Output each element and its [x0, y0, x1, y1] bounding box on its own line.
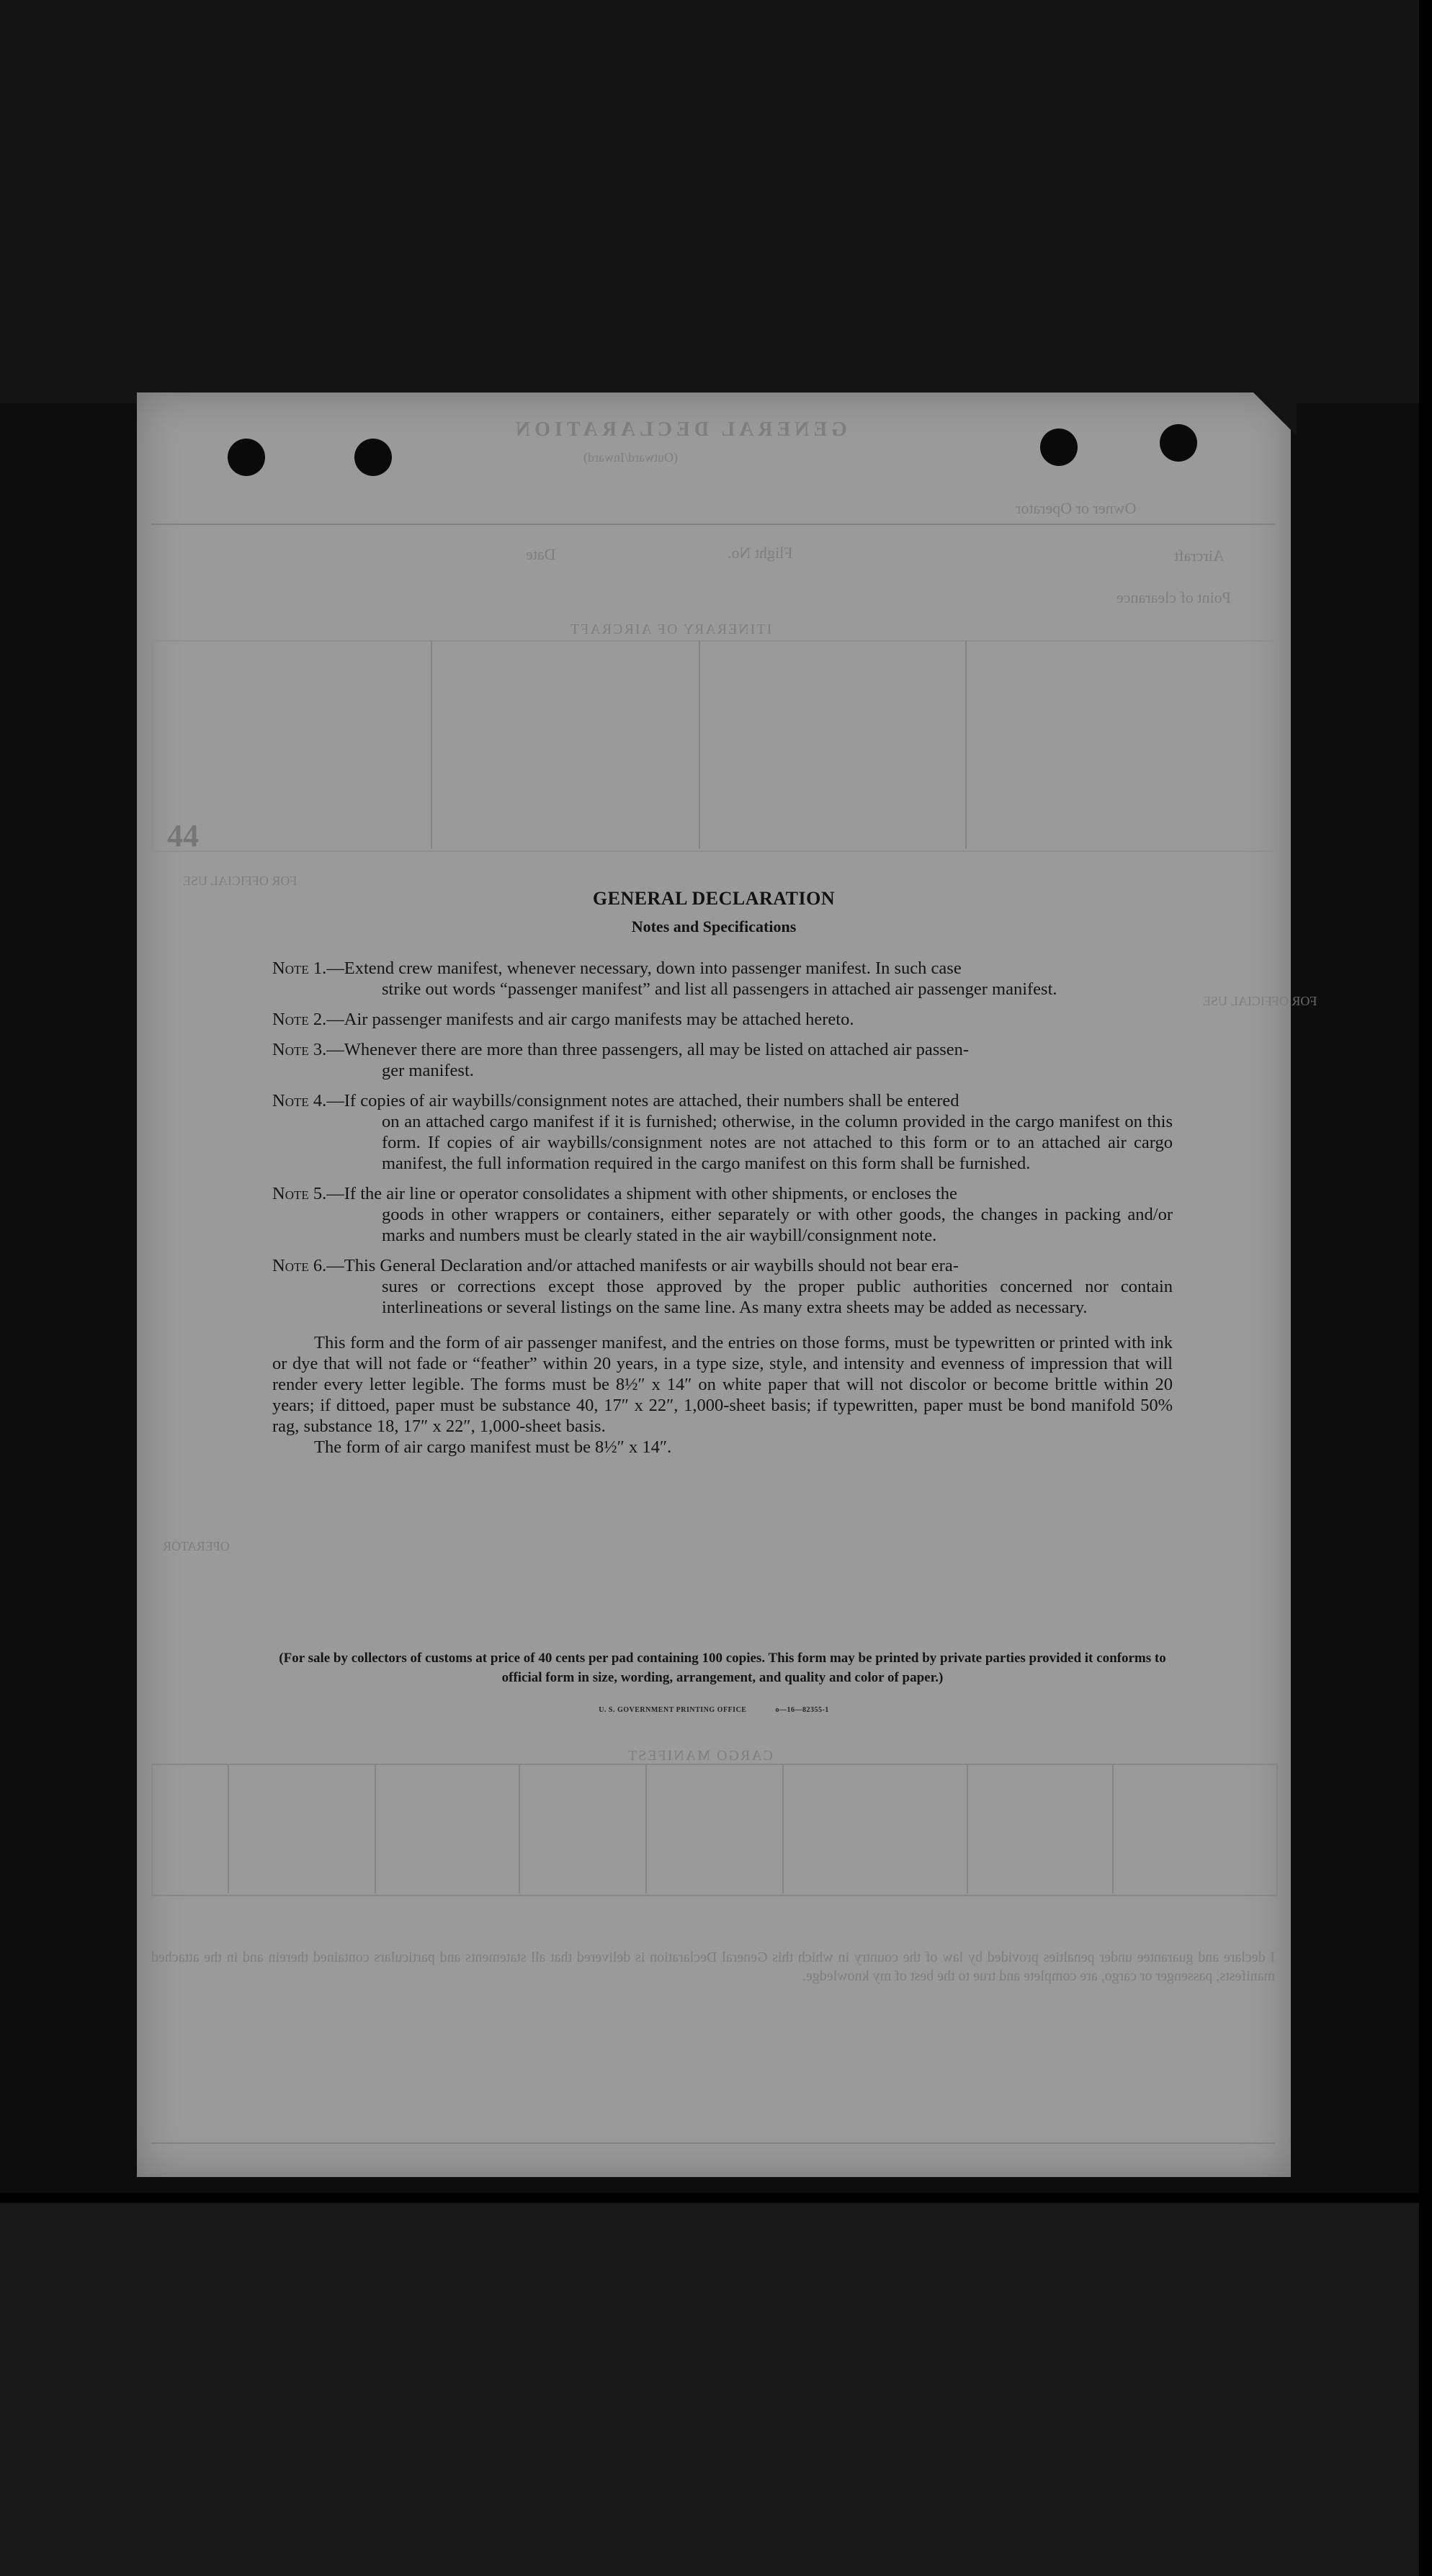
show-through-itinerary: ITINERARY OF AIRCRAFT	[569, 621, 772, 637]
punch-hole	[228, 439, 265, 476]
show-through-subtitle: (Outward/Inward)	[583, 450, 678, 465]
show-through-aircraft: Aircraft	[1174, 547, 1225, 565]
note-4: Note 4.—If copies of air waybills/consignment notes are attached, their numbers shall be entered on an attached cargo manifest if it is furnished; otherwise, in the column provided in the cargo manifest on this form. If copies of air waybills/consignment notes are not attached to this form or to an attached air cargo manifest, the full information required in the cargo manifest on this form shall be furnished.	[272, 1091, 1173, 1173]
sheet-folded-corner	[1253, 392, 1297, 436]
note-6: Note 6.—This General Declaration and/or attached manifests or air waybills should not bear era- sures or corrections except those approved by the proper public authorities concerned nor contain interlineations or several listings on the same line. As many extra sheets may be added as necessary.	[272, 1256, 1173, 1317]
document-sheet	[137, 392, 1317, 2177]
show-through-owner: Owner or Operator	[1016, 499, 1137, 517]
scanner-edge	[1419, 0, 1432, 2576]
show-through-page-number: 44	[167, 818, 199, 853]
cargo-size-line: The form of air cargo manifest must be 8½″ x 14″.	[314, 1437, 672, 1457]
show-through-date: Date	[526, 545, 556, 563]
note-3: Note 3.—Whenever there are more than three passengers, all may be listed on attached air passen- ger manifest.	[272, 1040, 970, 1080]
show-through-official-use-right: FOR OFFICIAL USE	[1203, 994, 1317, 1008]
page-title: GENERAL DECLARATION	[592, 888, 836, 909]
show-through-flight: Flight No.	[728, 544, 793, 562]
show-through-title: GENERAL DECLARATION	[511, 418, 847, 441]
scanner-background-top	[0, 0, 1432, 403]
scanner-strip	[0, 2193, 1432, 2203]
note-5: Note 5.—If the air line or operator consolidates a shipment with other shipments, or encloses the goods in other wrappers or containers, either separately or with other goods, the changes in packing and/or marks and numbers must be clearly stated in the air waybill/consignment note.	[272, 1184, 1173, 1245]
punch-hole	[354, 439, 392, 476]
note-1: Note 1.—Extend crew manifest, whenever necessary, down into passenger manifest. In such case strike out words “passenger manifest” and list all passengers in attached air passenger manifest.	[272, 959, 1057, 999]
show-through-cargo-manifest: CARGO MANIFEST	[627, 1748, 774, 1764]
sale-notice: (For sale by collectors of customs at price of 40 cents per pad containing 100 copies. This form may be printed by private parties provided it conforms to official form in size, wording, arrangement, and quality and color of paper.)	[279, 1651, 1166, 1685]
show-through-official-use: FOR OFFICIAL USE	[183, 874, 297, 888]
punch-hole	[1160, 424, 1197, 462]
notes-block	[272, 958, 1173, 1458]
scanner-background-bottom	[0, 2193, 1432, 2576]
specification-paragraph: This form and the form of air passenger manifest, and the entries on those forms, must be typewritten or printed with ink or dye that will not fade or “feather” within 20 years, in a type size, style, and intensity and evenness of impression that will render every letter legible. The forms must be 8½″ x 14″ on white paper that will not discolor or become brittle within 20 years; if dittoed, paper must be substance 40, 17″ x 22″, 1,000-sheet basis; if typewritten, paper must be bond manifold 50% rag, substance 18, 17″ x 22″, 1,000-sheet basis.	[272, 1333, 1173, 1436]
punch-hole	[1040, 428, 1078, 466]
show-through-declaration: I declare and guarantee under penalties provided by law of the country in which this General Declaration is delivered that all statements and particulars contained therein and in the attached manifests, passenger or cargo, are complete and true to the best of my knowledge.	[151, 1949, 1275, 1984]
show-through-operator: OPERATOR	[163, 1539, 230, 1553]
printer-imprint: U. S. GOVERNMENT PRINTING OFFICE o—16—82355-1	[599, 1706, 829, 1714]
show-through-clearance: Point of clearance	[1116, 588, 1231, 606]
note-2: Note 2.—Air passenger manifests and air cargo manifests may be attached hereto.	[272, 1010, 854, 1029]
page-subtitle: Notes and Specifications	[631, 917, 797, 935]
